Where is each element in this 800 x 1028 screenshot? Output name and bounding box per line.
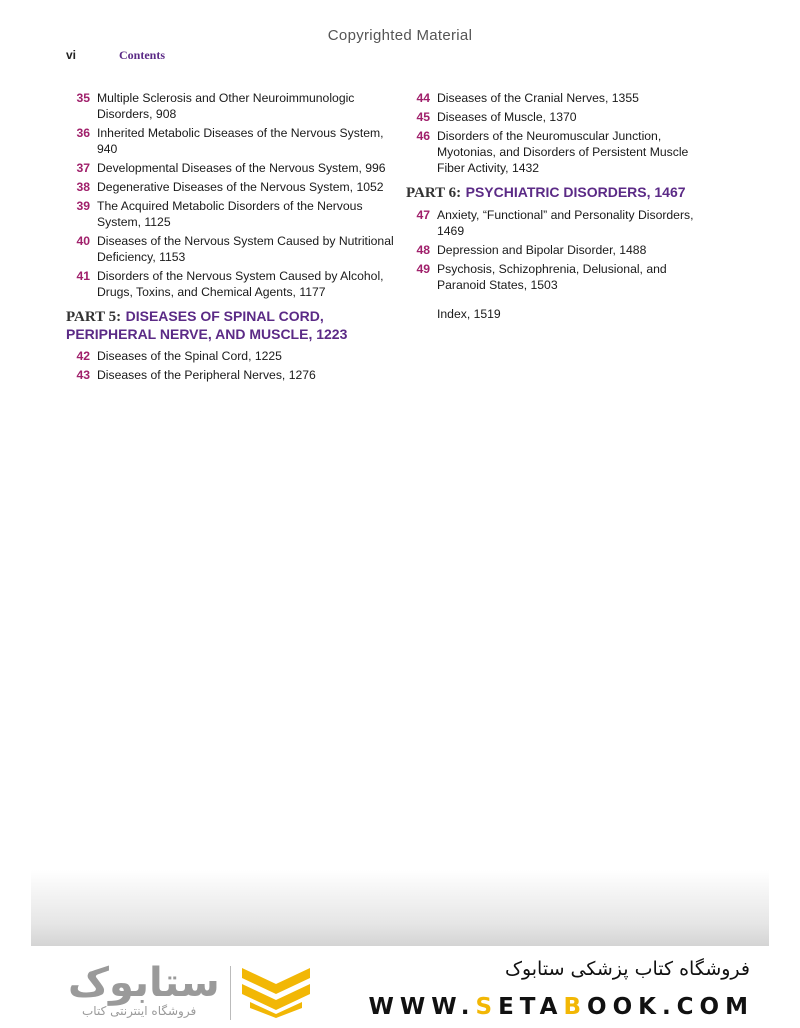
copyright-notice: Copyrighted Material bbox=[327, 27, 473, 44]
toc-entry bbox=[406, 128, 706, 176]
chapter-number: 46 bbox=[416, 129, 430, 143]
ad-website-url[interactable] bbox=[369, 994, 755, 1020]
url-highlight: B bbox=[563, 994, 588, 1020]
chapter-number: 42 bbox=[76, 349, 90, 363]
toc-entry bbox=[406, 207, 706, 239]
chapter-title: Degenerative Diseases of the Nervous System, 1052 bbox=[97, 180, 384, 194]
chapter-number: 47 bbox=[416, 208, 430, 222]
chapter-number: 40 bbox=[76, 234, 90, 248]
part-label: PART 5: bbox=[66, 309, 122, 325]
part-title: PSYCHIATRIC DISORDERS, 1467 bbox=[465, 184, 686, 200]
chapter-title: Diseases of the Spinal Cord, 1225 bbox=[97, 349, 282, 363]
chapter-title: Developmental Diseases of the Nervous System, 996 bbox=[97, 161, 386, 175]
index-entry: Index, 1519 bbox=[437, 307, 501, 321]
chapter-title: The Acquired Metabolic Disorders of the Nervous System, 1125 bbox=[97, 199, 363, 229]
toc-entry bbox=[66, 160, 396, 176]
toc-entry bbox=[66, 367, 396, 383]
part-title: DISEASES OF SPINAL CORD, PERIPHERAL NERVE, AND MUSCLE, 1223 bbox=[66, 308, 348, 342]
running-head bbox=[66, 48, 166, 62]
chapter-number: 36 bbox=[76, 126, 90, 140]
chapter-number: 39 bbox=[76, 199, 90, 213]
chapter-number: 43 bbox=[76, 368, 90, 382]
chapter-title: Disorders of the Neuromuscular Junction, Myotonias, and Disorders of Persistent Muscle Fiber Activity, 1432 bbox=[437, 129, 689, 175]
url-part: ETA bbox=[498, 994, 564, 1020]
toc-entry bbox=[406, 109, 706, 125]
chapter-title: Inherited Metabolic Diseases of the Nervous System, 940 bbox=[97, 126, 384, 156]
chapter-title: Psychosis, Schizophrenia, Delusional, and Paranoid States, 1503 bbox=[437, 262, 667, 292]
ad-fade-band bbox=[31, 870, 769, 946]
toc-entry bbox=[66, 348, 396, 364]
chapter-number: 38 bbox=[76, 180, 90, 194]
page-folio: vi bbox=[66, 48, 77, 62]
chapter-number: 37 bbox=[76, 161, 90, 175]
brand-logo-text: ستابوک bbox=[68, 960, 220, 1006]
toc-entry bbox=[66, 233, 396, 265]
brand-logo-subtitle: فروشگاه اینترنتی کتاب bbox=[82, 1004, 197, 1018]
book-stack-icon bbox=[238, 962, 314, 1018]
chapter-number: 48 bbox=[416, 243, 430, 257]
running-head-section: Contents bbox=[119, 48, 166, 62]
logo-divider bbox=[230, 966, 231, 1020]
chapter-number: 41 bbox=[76, 269, 90, 283]
chapter-title: Depression and Bipolar Disorder, 1488 bbox=[437, 243, 647, 257]
url-part: OOK.COM bbox=[587, 994, 754, 1020]
chapter-number: 44 bbox=[416, 91, 430, 105]
toc-right-column bbox=[406, 90, 706, 321]
chapter-number: 45 bbox=[416, 110, 430, 124]
chapter-number: 49 bbox=[416, 262, 430, 276]
chapter-number: 35 bbox=[76, 91, 90, 105]
chapter-title: Anxiety, “Functional” and Personality Disorders, 1469 bbox=[437, 208, 694, 238]
ad-banner[interactable] bbox=[0, 946, 800, 1028]
url-highlight: S bbox=[475, 994, 499, 1020]
chapter-title: Diseases of the Nervous System Caused by Nutritional Deficiency, 1153 bbox=[97, 234, 394, 264]
toc-entry bbox=[406, 242, 706, 258]
brand-logo bbox=[60, 958, 320, 1024]
toc-entry bbox=[66, 90, 396, 122]
chapter-title: Diseases of the Peripheral Nerves, 1276 bbox=[97, 368, 316, 382]
part-label: PART 6: bbox=[406, 185, 462, 201]
chapter-title: Diseases of Muscle, 1370 bbox=[437, 110, 577, 124]
toc-entry bbox=[66, 268, 396, 300]
toc-entry bbox=[406, 261, 706, 293]
toc-entry bbox=[66, 125, 396, 157]
toc-left-column bbox=[66, 90, 396, 386]
part-heading bbox=[406, 184, 706, 202]
chapter-title: Diseases of the Cranial Nerves, 1355 bbox=[437, 91, 639, 105]
toc-entry bbox=[406, 90, 706, 106]
url-part: WWW. bbox=[368, 994, 476, 1020]
toc-entry bbox=[66, 198, 396, 230]
toc-entry bbox=[66, 179, 396, 195]
chapter-title: Disorders of the Nervous System Caused by Alcohol, Drugs, Toxins, and Chemical Agents, 1177 bbox=[97, 269, 384, 299]
chapter-title: Multiple Sclerosis and Other Neuroimmunologic Disorders, 908 bbox=[97, 91, 355, 121]
ad-tagline: فروشگاه کتاب پزشکی ستابوک bbox=[504, 958, 750, 980]
part-heading bbox=[66, 308, 396, 343]
